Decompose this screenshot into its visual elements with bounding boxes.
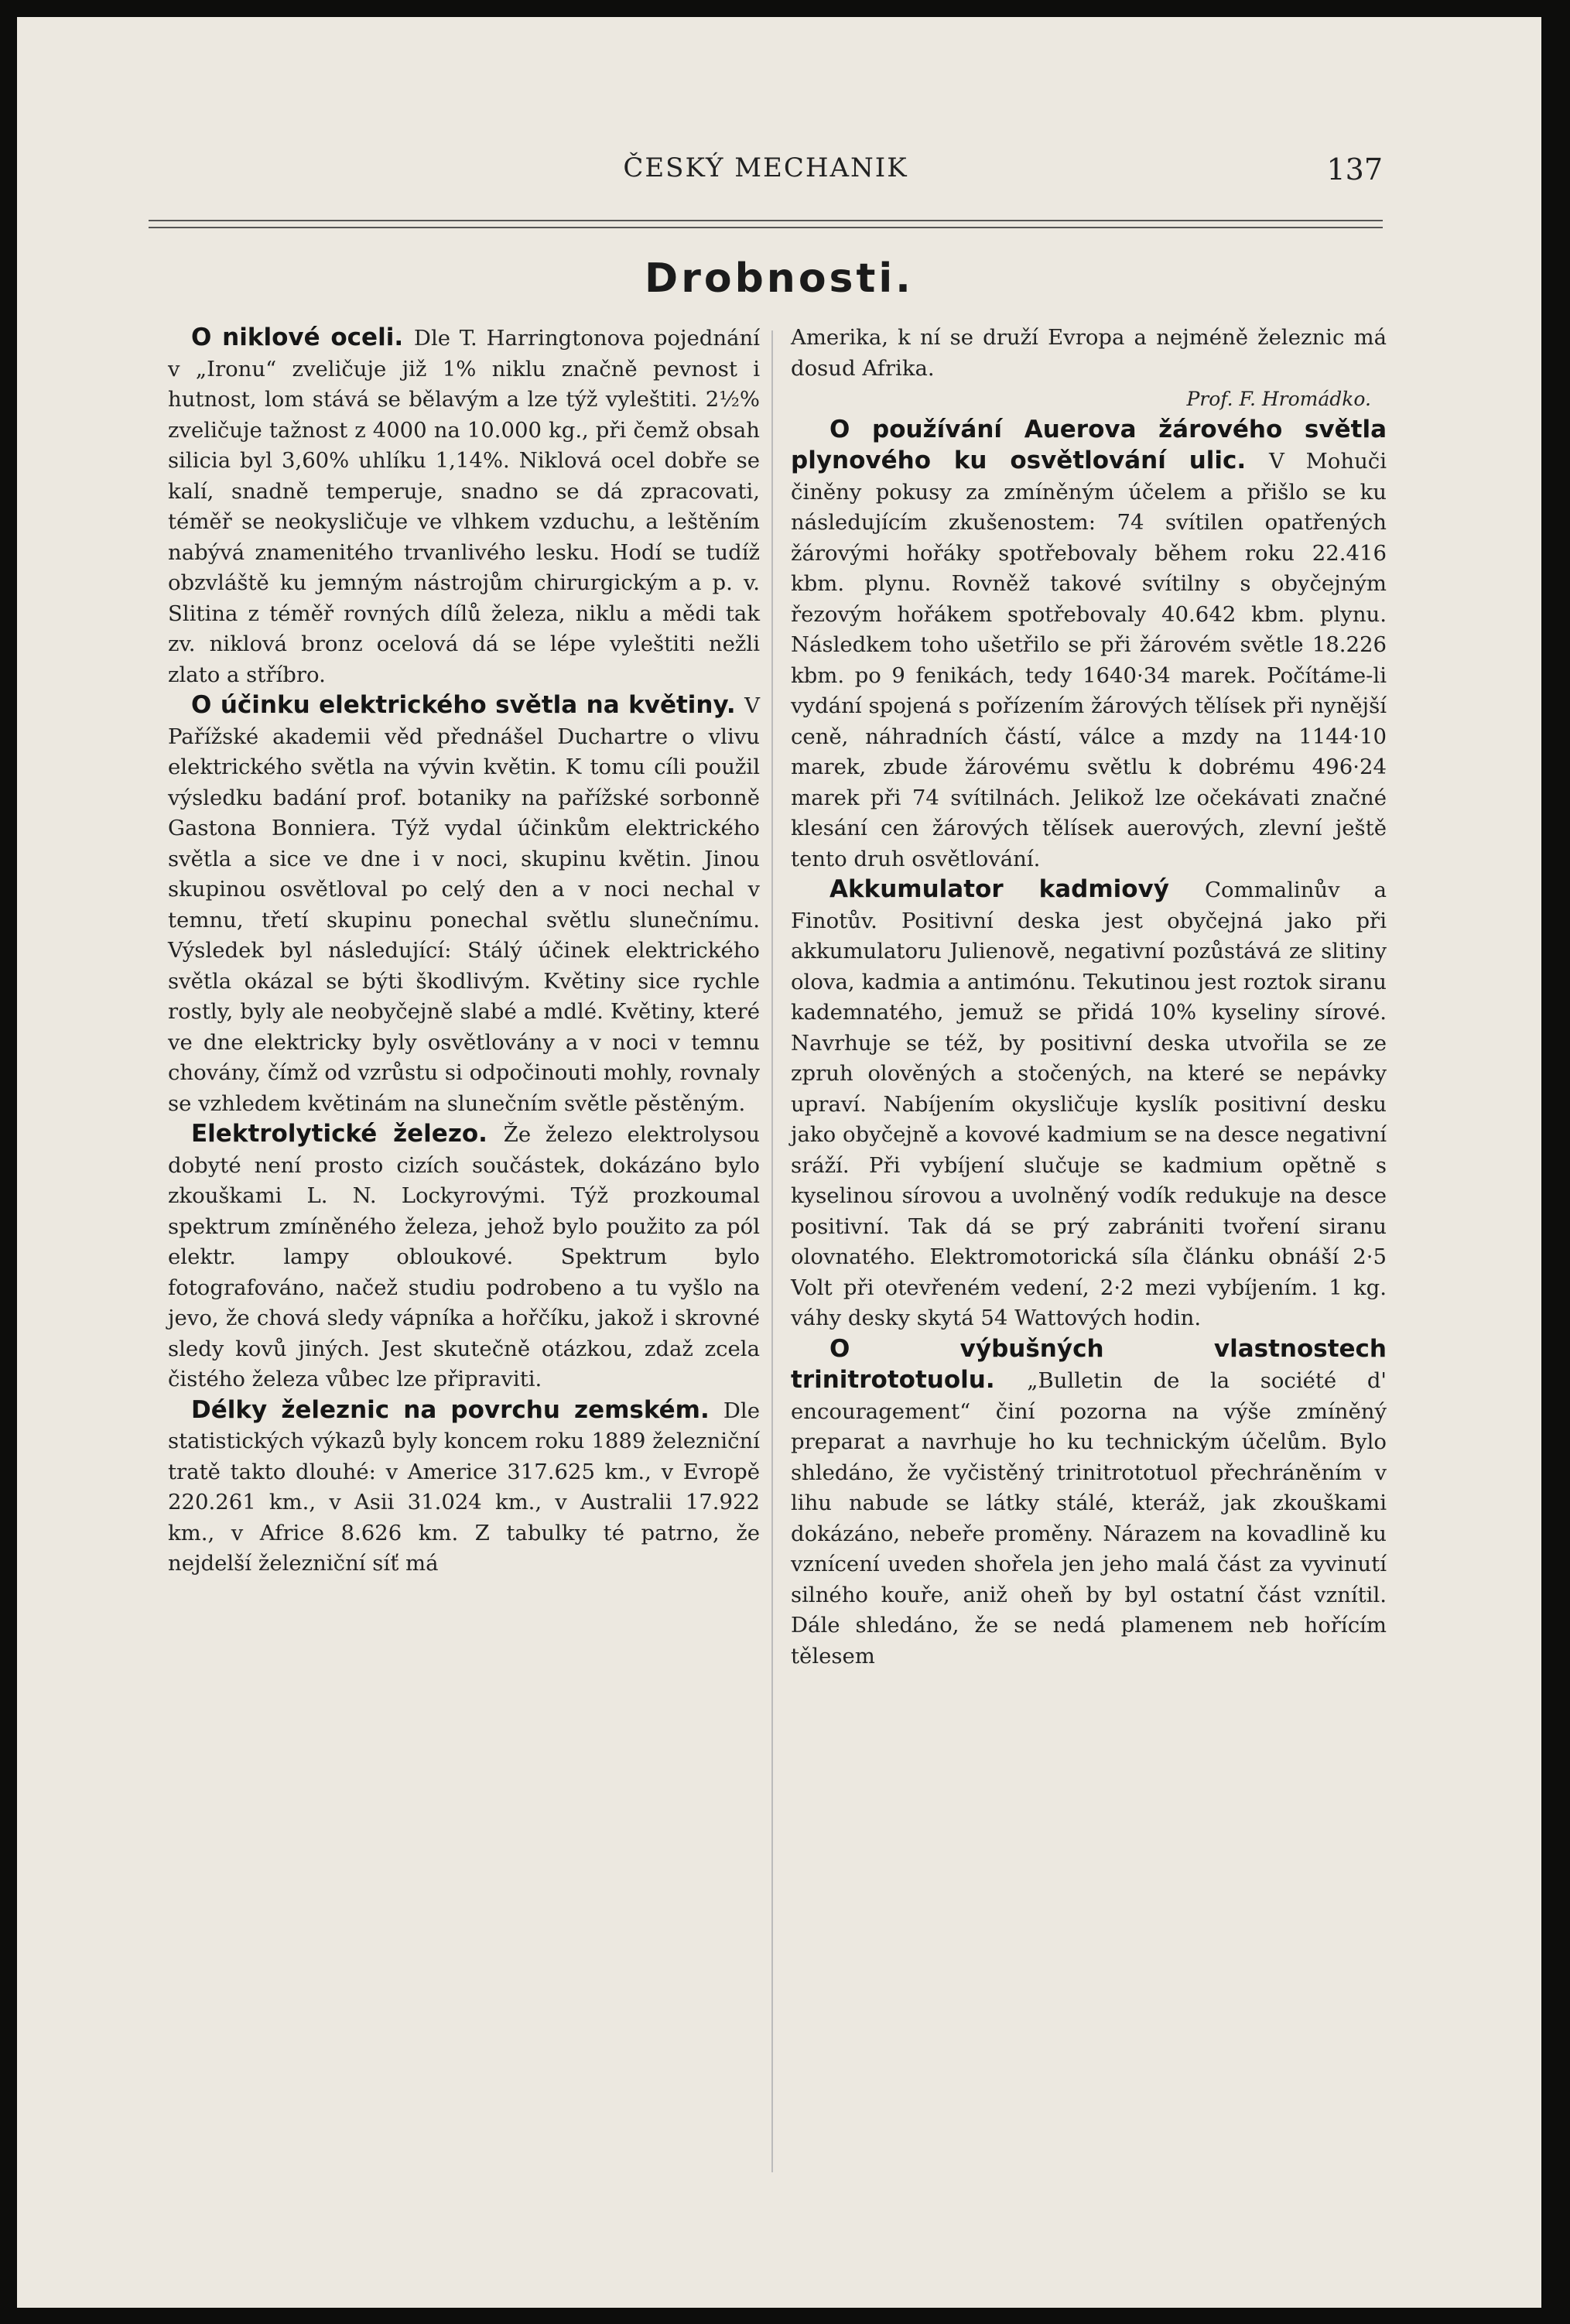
article-railway-continuation bbox=[791, 323, 1387, 384]
article-body: Že železo elektrolysou dobyté není prosto cizích součástek, dokázáno bylo zkouškami L. N. Lockyrovými. Týž prozkoumal spektrum zmíněného železa, jehož bylo použito za pól elektr. lampy obloukové. Spektrum bylo fotografováno, načež studiu podrobeno a tu vyšlo na jevo, že chová sledy vápníka a hořčíku, jakož i skrovné sledy kovů jiných. Jest skutečně otázkou, zdaž zcela čistého železa vůbec lze připraviti. bbox=[168, 1122, 761, 1391]
journal-page bbox=[17, 17, 1541, 2308]
article-heading: Délky železnic na povrchu zemském. bbox=[191, 1395, 723, 1424]
right-column bbox=[791, 323, 1387, 1672]
article-heading: O účinku elektrického světla na květiny. bbox=[191, 691, 745, 719]
article-electrolytic-iron bbox=[168, 1119, 760, 1395]
article-body: V Mohuči činěny pokusy za zmíněným účelem a přišlo se ku následujícím zkušenostem: 74 svítilen opatřených žárovými hořáky spotřebovaly během roku 22.416 kbm. plynu. Rovněž takové svítilny s obyčejným řezovým hořákem spotřebovaly 40.642 kbm. plynu. Následkem toho ušetřilo se při žárovém světle 18.226 kbm. po 9 fenikách, tedy 1640·34 marek. Počítáme-li vydání spojená s pořízením žárových tělísek při nynější ceně, náhradních částí, válce a mzdy na 1144·10 marek, zbude žárovému světlu k dobrému 496·24 marek při 74 svítilnách. Jelikož lze očekávati značné klesání cen žárových tělísek auerových, zlevní ještě tento druh osvětlování. bbox=[791, 449, 1387, 871]
article-trinitrotoluene bbox=[791, 1334, 1387, 1672]
article-nickel-steel bbox=[168, 323, 760, 690]
article-body: Commalinův a Finotův. Positivní deska jest obyčejná jako při akkumulatoru Julienově, negativní pozůstává ze slitiny olova, kadmia a antimónu. Tekutinou jest roztok siranu kademnatého, jemuž se přidá 10% kyseliny sírové. Navrhuje se též, by positivní deska utvořila se ze zpruh olověných a stočených, na které se nepávky upraví. Nabíjením okysličuje kyslík positivní desku jako obyčejně a kovové kadmium se na desce negativní sráží. Při vybíjení slučuje se kadmium opětně s kyselinou sírovou a uvolněný vodík redukuje na desce positivní. Tak dá se prý zabrániti tvoření siranu olovnatého. Elektromotorická síla článku obnáší 2·5 Volt při otevřeném vedení, 2·2 mezi vybíjením. 1 kg. váhy desky skytá 54 Wattových hodin. bbox=[791, 878, 1387, 1330]
article-cadmium-accumulator bbox=[791, 874, 1387, 1334]
column-divider bbox=[771, 330, 773, 2172]
header-rule bbox=[149, 220, 1383, 228]
article-heading: O používání Auerova žárového světla plynového ku osvětlování ulic. bbox=[791, 415, 1387, 474]
running-title: ČESKÝ MECHANIK bbox=[623, 152, 908, 183]
article-body: Amerika, k ní se druží Evropa a nejméně železnic má dosud Afrika. bbox=[791, 325, 1387, 381]
author-signature: Prof. F. Hromádko. bbox=[1186, 388, 1371, 410]
left-column bbox=[168, 323, 760, 1580]
section-title: Drobnosti. bbox=[645, 255, 914, 302]
article-body: „Bulletin de la société d' encouragement“ činí pozorna na výše zmíněný preparat a navrhuje ho ku technickým účelům. Bylo shledáno, že vyčistěný trinitrototuol přechráněním v lihu nabude se látky stálé, kteráž, jak zkouškami dokázáno, nebeře proměny. Nárazem na kovadlině ku vznícení uveden shořela jen jeho malá část za vyvinutí silného kouře, aniž oheň by byl ostatní část vznítil. Dále shledáno, že se nedá plamenem neb hořícím tělesem bbox=[791, 1368, 1387, 1669]
article-heading: O výbušných vlastnostech trinitrototuolu. bbox=[791, 1334, 1387, 1394]
page-header bbox=[149, 152, 1383, 196]
article-body: V Pařížské akademii věd přednášel Duchartre o vlivu elektrického světla na vývin květin. K tomu cíli použil výsledku badání prof. botaniky na pařížské sorbonně Gastona Bonniera. Týž vydal účinkům elektrického světla a sice ve dne i v noci, skupinu květin. Jinou skupinou osvětloval po celý den a v noci nechal v temnu, třetí skupinu ponechal světlu slunečnímu. Výsledek byl následující: Stálý účinek elektrického světla okázal se býti škodlivým. Květiny sice rychle rostly, byly ale neobyčejně slabé a mdlé. Květiny, které ve dne elektricky byly osvětlovány a v noci v temnu chovány, čímž od vzrůstu si odpočinouti mohly, rovnaly se vzhledem květinám na slunečním světle pěstěným. bbox=[168, 693, 760, 1116]
page-number: 137 bbox=[1326, 152, 1383, 187]
article-heading: Akkumulator kadmiový bbox=[829, 875, 1205, 903]
article-railway-lengths bbox=[168, 1395, 760, 1580]
article-electric-light-flowers bbox=[168, 690, 760, 1119]
article-heading: O niklové oceli. bbox=[191, 323, 414, 351]
article-heading: Elektrolytické železo. bbox=[191, 1120, 504, 1148]
article-body: Dle statistických výkazů byly koncem roku 1889 železniční tratě takto dlouhé: v Americe 317.625 km., v Evropě 220.261 km., v Asii 31.024 km., v Australii 17.922 km., v Africe 8.626 km. Z tabulky té patrno, že nejdelší železniční síť má bbox=[168, 1398, 760, 1576]
article-auer-light bbox=[791, 415, 1387, 875]
article-body: Dle T. Harringtonova pojednání v „Ironu“ zveličuje již 1% niklu značně pevnost i hutnost, lom stává se bělavým a lze týž vyleštiti. 2½% zveličuje tažnost z 4000 na 10.000 kg., při čemž obsah silicia byl 3,60% uhlíku 1,14%. Niklová ocel dobře se kalí, snadně temperuje, snadno se dá zpracovati, téměř se neokysličuje ve vlhkem vzduchu, a leštěním nabývá znamenitého trvanlivého lesku. Hodí se tudíž obzvláště ku jemným nástrojům chirurgickým a p. v. Slitina z téměř rovných dílů železa, niklu a mědi tak zv. niklová bronz ocelová dá se lépe vyleštiti nežli zlato a stříbro. bbox=[168, 326, 760, 687]
